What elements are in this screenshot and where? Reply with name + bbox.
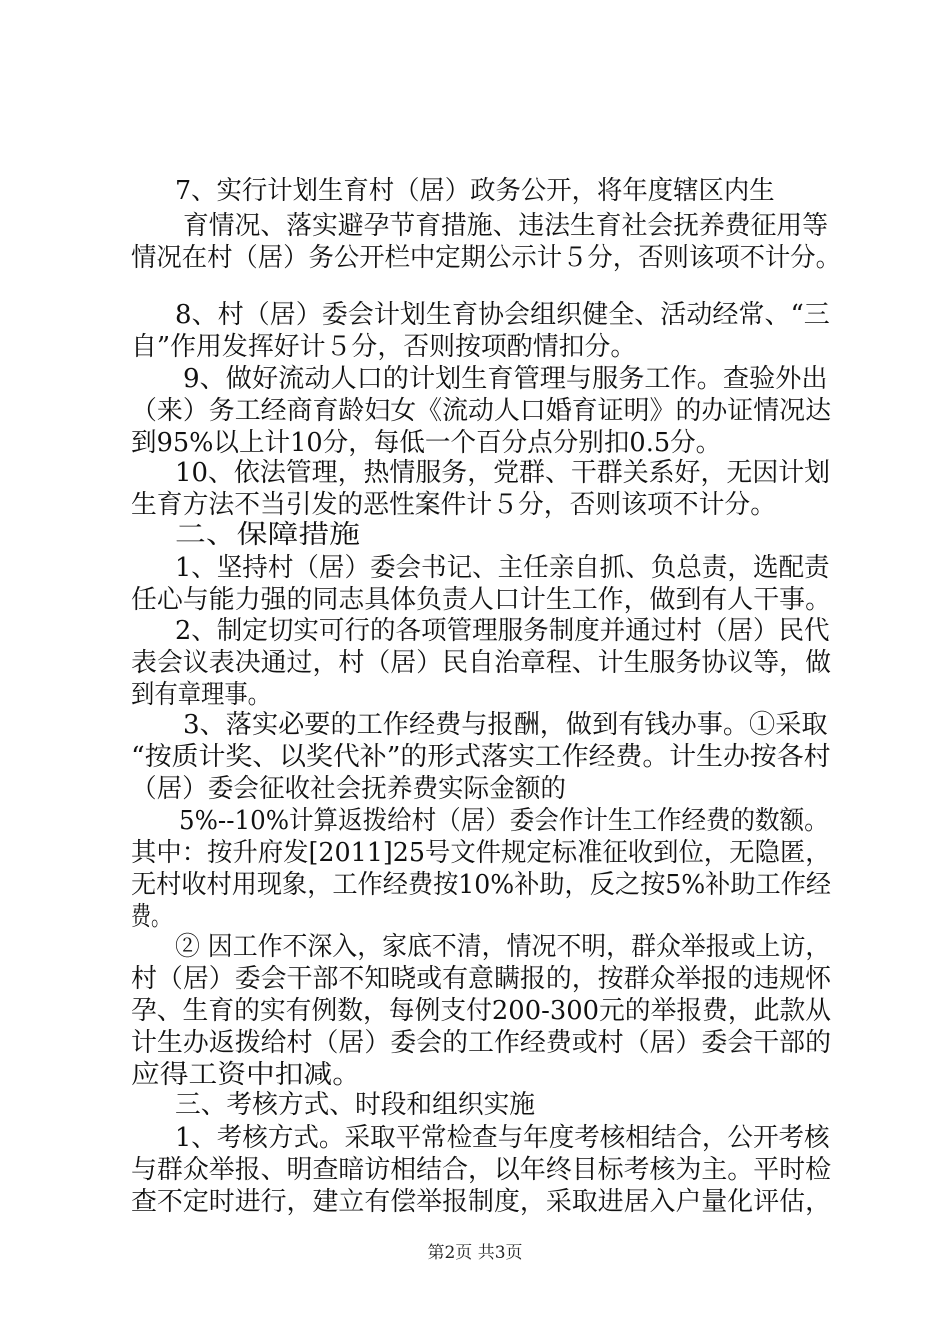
paragraph-line: 到95%以上计10分，每低一个百分点分别扣0.5分。: [131, 428, 722, 458]
page-footer: 第2页 共3页: [427, 1243, 523, 1263]
paragraph-line: 费。: [131, 902, 172, 932]
paragraph-line: （来）务工经商育龄妇女《流动人口婚育证明》的办证情况达: [131, 396, 832, 426]
paragraph-line: 计生办返拨给村（居）委会的工作经费或村（居）委会干部的: [131, 1028, 832, 1058]
paragraph-line: 无村收村用现象，工作经费按10%补助，反之按5%补助工作经: [131, 870, 832, 900]
paragraph-line: ② 因工作不深入，家底不清，情况不明，群众举报或上访，: [175, 932, 831, 962]
paragraph-line: 育情况、落实避孕节育措施、违法生育社会抚养费征用等: [183, 211, 829, 241]
section-heading: 二、保障措施: [175, 520, 361, 550]
paragraph-line: 村（居）委会干部不知晓或有意瞒报的，按群众举报的违规怀: [131, 964, 832, 994]
paragraph-line: 2、制定切实可行的各项管理服务制度并通过村（居）民代: [175, 616, 830, 646]
paragraph-line: 其中：按升府发[2011]25号文件规定标准征收到位，无隐匿，: [131, 838, 831, 868]
paragraph-line: 9、做好流动人口的计划生育管理与服务工作。查验外出: [183, 364, 828, 394]
paragraph-line: “按质计奖、以奖代补”的形式落实工作经费。计生办按各村: [131, 742, 831, 772]
paragraph-line: 8、村（居）委会计划生育协会组织健全、活动经常、“三: [175, 300, 830, 330]
paragraph-line: 情况在村（居）务公开栏中定期公示计５分，否则该项不计分。: [131, 243, 842, 273]
paragraph-line: 孕、生育的实有例数，每例支付200-300元的举报费，此款从: [131, 996, 832, 1026]
paragraph-line: 1、坚持村（居）委会书记、主任亲自抓、负总责，选配责: [175, 553, 830, 583]
paragraph-line: 3、落实必要的工作经费与报酬，做到有钱办事。①采取: [183, 710, 828, 740]
paragraph-line: 10、依法管理，热情服务，党群、干群关系好，无因计划: [175, 458, 831, 488]
paragraph-line: 到有章理事。: [131, 680, 272, 710]
section-heading: 三、考核方式、时段和组织实施: [175, 1090, 536, 1120]
paragraph-line: 表会议表决通过，村（居）民自治章程、计生服务协议等，做: [131, 648, 832, 678]
paragraph-line: 应得工资中扣减。: [131, 1060, 362, 1090]
paragraph-line: 查不定时进行，建立有偿举报制度，采取进居入户量化评估，: [131, 1187, 832, 1217]
paragraph-line: 7、实行计划生育村（居）政务公开，将年度辖区内生: [175, 176, 775, 206]
paragraph-line: 5%--10%计算返拨给村（居）委会作计生工作经费的数额。: [179, 806, 829, 836]
paragraph-line: 任心与能力强的同志具体负责人口计生工作，做到有人干事。: [131, 585, 832, 615]
paragraph-line: 生育方法不当引发的恶性案件计５分，否则该项不计分。: [131, 490, 777, 520]
paragraph-line: 1、考核方式。采取平常检查与年度考核相结合，公开考核: [175, 1123, 830, 1153]
paragraph-line: 自”作用发挥好计５分，否则按项酌情扣分。: [131, 332, 637, 362]
paragraph-line: （居）委会征收社会抚养费实际金额的: [131, 774, 567, 804]
paragraph-line: 与群众举报、明查暗访相结合，以年终目标考核为主。平时检: [131, 1155, 832, 1185]
